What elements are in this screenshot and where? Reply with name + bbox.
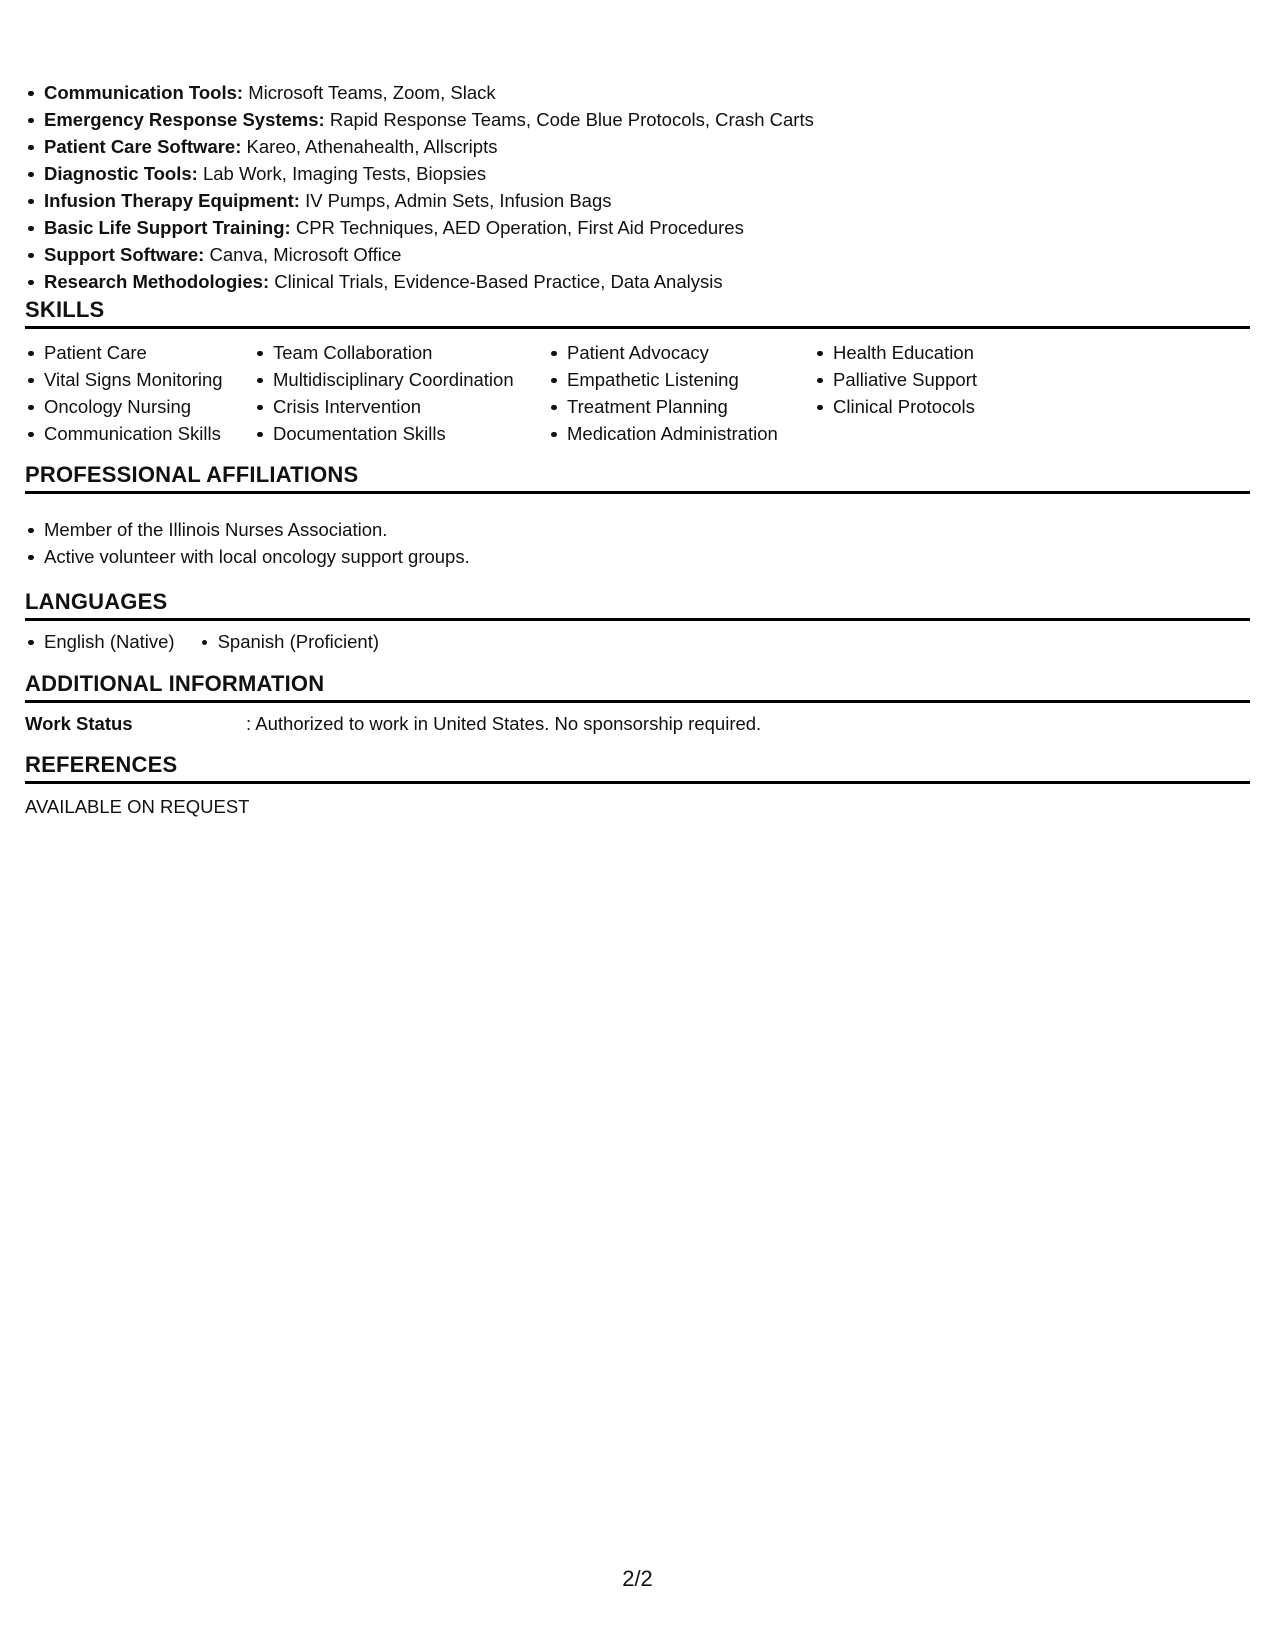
- list-item: Vital Signs Monitoring: [25, 366, 254, 393]
- list-item: Communication Skills: [25, 420, 254, 447]
- skills-column-4: [814, 339, 1064, 447]
- skills-column-3: [548, 339, 814, 447]
- list-item: Research Methodologies: Clinical Trials, Evidence-Based Practice, Data Analysis: [25, 268, 814, 295]
- list-item: Patient Advocacy: [548, 339, 814, 366]
- list-item: Patient Care: [25, 339, 254, 366]
- list-item: Basic Life Support Training: CPR Techniques, AED Operation, First Aid Procedures: [25, 214, 814, 241]
- references-heading: REFERENCES: [25, 751, 1250, 784]
- skills-columns: [25, 339, 1064, 447]
- list-item: Documentation Skills: [254, 420, 548, 447]
- list-item: Health Education: [814, 339, 1064, 366]
- list-item: English (Native): [25, 628, 175, 655]
- tools-list: [25, 79, 814, 295]
- list-item: Team Collaboration: [254, 339, 548, 366]
- work-status-label: Work Status: [25, 713, 133, 734]
- list-item: Palliative Support: [814, 366, 1064, 393]
- languages-list: [25, 628, 403, 655]
- skills-heading: SKILLS: [25, 296, 1250, 329]
- list-item: Spanish (Proficient): [199, 628, 379, 655]
- references-text: AVAILABLE ON REQUEST: [25, 796, 250, 817]
- list-item: Multidisciplinary Coordination: [254, 366, 548, 393]
- list-item: Active volunteer with local oncology support groups.: [25, 543, 470, 570]
- list-item: Communication Tools: Microsoft Teams, Zoom, Slack: [25, 79, 814, 106]
- resume-page: [25, 0, 1250, 1650]
- list-item: Clinical Protocols: [814, 393, 1064, 420]
- skills-column-2: [254, 339, 548, 447]
- list-item: Oncology Nursing: [25, 393, 254, 420]
- languages-heading: LANGUAGES: [25, 588, 1250, 621]
- list-item: Treatment Planning: [548, 393, 814, 420]
- list-item: Emergency Response Systems: Rapid Response Teams, Code Blue Protocols, Crash Carts: [25, 106, 814, 133]
- list-item: Infusion Therapy Equipment: IV Pumps, Admin Sets, Infusion Bags: [25, 187, 814, 214]
- page-number: 2/2: [622, 1566, 653, 1591]
- additional-info-heading: ADDITIONAL INFORMATION: [25, 670, 1250, 703]
- work-status-row: [25, 710, 761, 737]
- list-item: Support Software: Canva, Microsoft Office: [25, 241, 814, 268]
- list-item: Member of the Illinois Nurses Association.: [25, 516, 470, 543]
- work-status-value: : Authorized to work in United States. No sponsorship required.: [246, 713, 762, 734]
- list-item: Empathetic Listening: [548, 366, 814, 393]
- list-item: Crisis Intervention: [254, 393, 548, 420]
- affiliations-list: [25, 516, 470, 570]
- list-item: Patient Care Software: Kareo, Athenahealth, Allscripts: [25, 133, 814, 160]
- list-item: Medication Administration: [548, 420, 814, 447]
- affiliations-heading: PROFESSIONAL AFFILIATIONS: [25, 461, 1250, 494]
- list-item: Diagnostic Tools: Lab Work, Imaging Tests, Biopsies: [25, 160, 814, 187]
- skills-column-1: [25, 339, 254, 447]
